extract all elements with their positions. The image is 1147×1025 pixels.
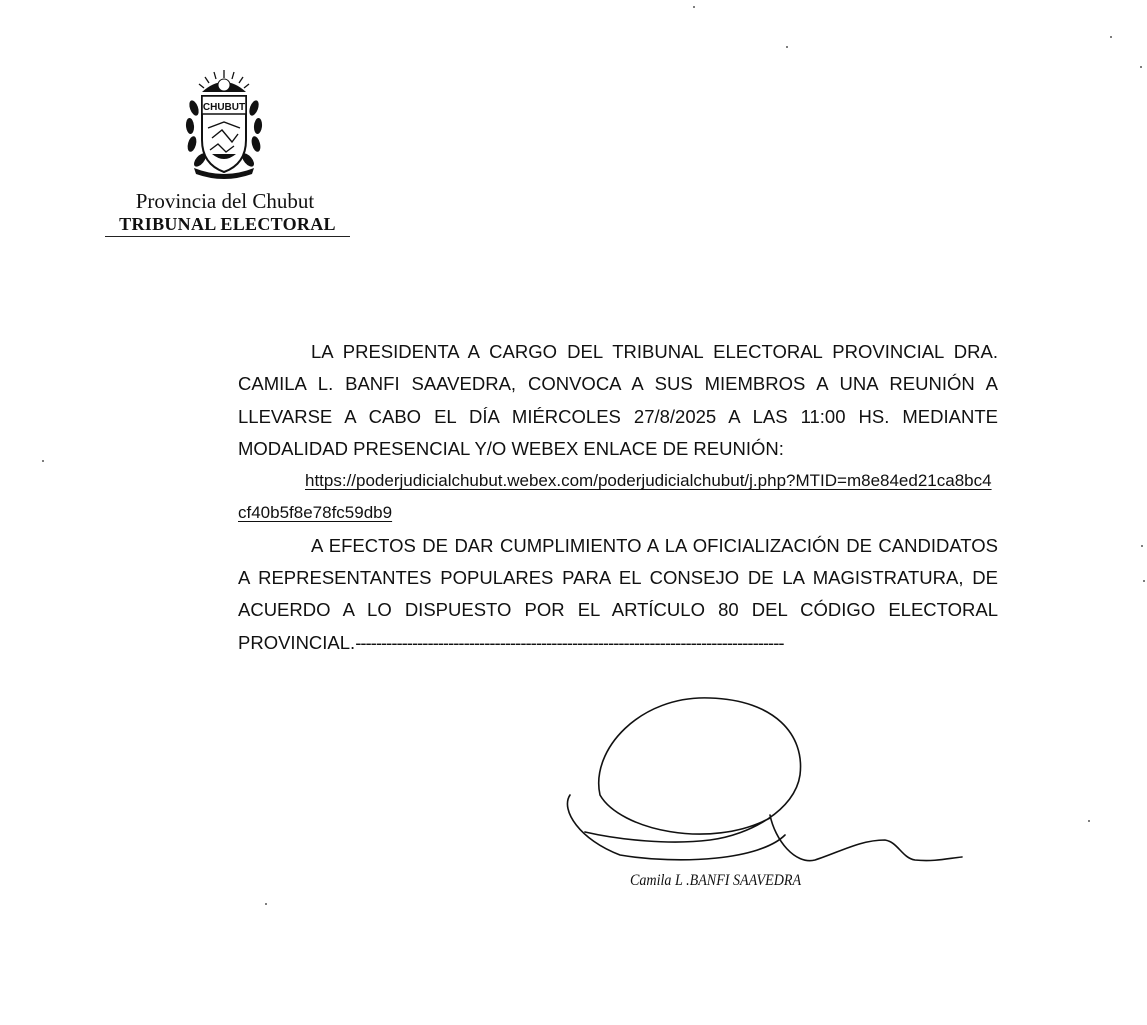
crest-text: CHUBUT [202,102,246,113]
scan-speck [693,6,695,8]
document-body [238,336,998,659]
scan-speck [1110,36,1112,38]
organization-name: Provincia del Chubut [135,189,315,213]
purpose-text: A EFECTOS DE DAR CUMPLIMIENTO A LA OFICIALIZACIÓN DE CANDIDATOS A REPRESENTANTES POPULARES PARA EL CONSEJO DE LA MAGISTRATURA, DE ACUERDO A LO DISPUESTO POR EL ARTÍCULO 80 DEL CÓDIGO ELECTORAL PROVINCIAL. [238,534,998,653]
scan-speck [1141,545,1143,547]
organization-unit: TRIBUNAL ELECTORAL [119,214,336,234]
header-underline [105,236,350,237]
scan-speck [1140,66,1142,68]
scan-speck [1088,820,1090,822]
scan-speck [786,46,788,48]
line-fill-dashes: ----------------------------------------------------------------------------------- [355,631,784,653]
scan-speck [42,460,44,462]
purpose-paragraph [238,530,998,659]
scan-speck [1143,580,1145,582]
scan-speck [265,903,267,905]
handwritten-signature [560,690,970,880]
chubut-crest-icon [182,68,266,180]
meeting-link-line [238,465,998,530]
signer-name: Camila L .BANFI SAAVEDRA [630,872,802,889]
convocation-paragraph: LA PRESIDENTA A CARGO DEL TRIBUNAL ELECTORAL PROVINCIAL DRA. CAMILA L. BANFI SAAVEDRA, CONVOCA A SUS MIEMBROS A UNA REUNIÓN A LLEVARSE A CABO EL DÍA MIÉRCOLES 27/8/2025 A LAS 11:00 HS. MEDIANTE MODALIDAD PRESENCIAL Y/O WEBEX ENLACE DE REUNIÓN: [238,341,998,459]
webex-meeting-link[interactable]: https://poderjudicialchubut.webex.com/poderjudicialchubut/j.php?MTID=m8e84ed21ca8bc4cf40b5f8e78fc59db9 [238,471,992,523]
